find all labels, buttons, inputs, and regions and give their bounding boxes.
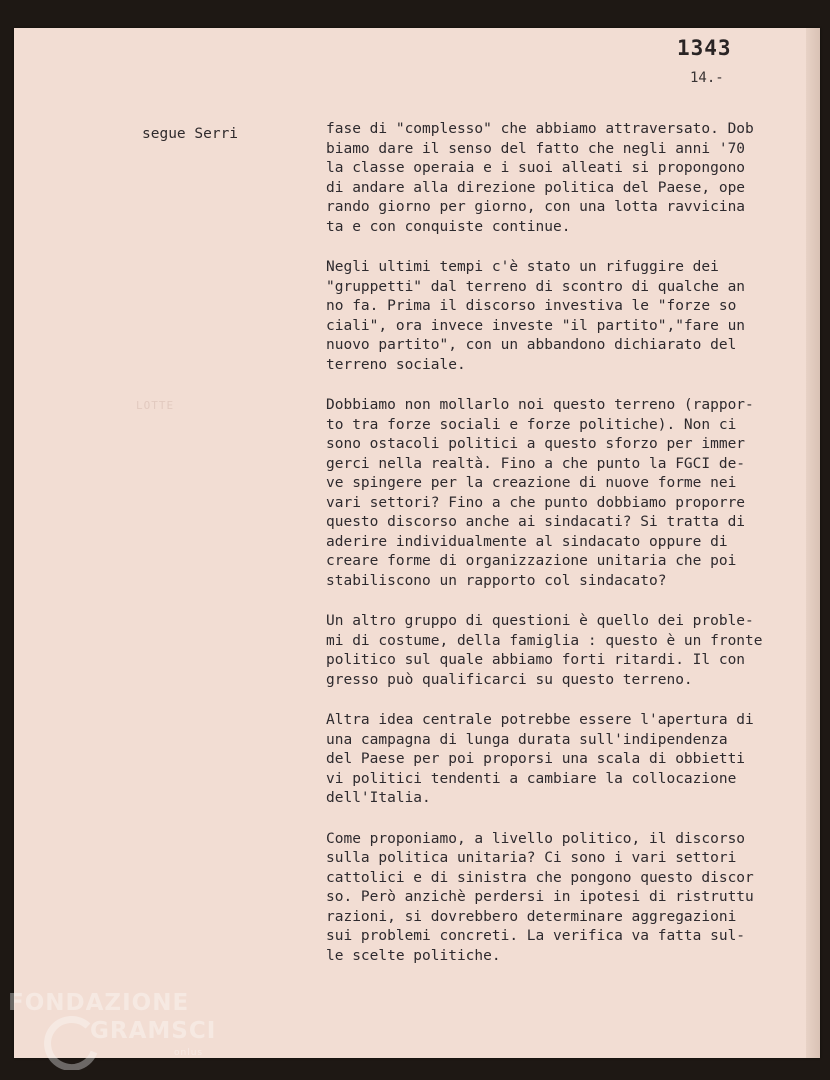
text-line: una campagna di lunga durata sull'indipendenza [326,731,728,748]
text-line: ciali", ora invece investe "il partito","fare un [326,317,746,334]
text-line: rando giorno per giorno, con una lotta ravvicina [326,199,746,215]
text-line: vari settori? Fino a che punto dobbiamo proporre [326,494,746,511]
text-line: to tra forze sociali e forze politiche). Non ci [326,416,737,433]
text-line: del Paese per poi proporsi una scala di obbietti [326,751,746,767]
text-line: Un altro gruppo di questioni è quello dei proble- [326,613,754,629]
watermark-line-2: GRAMSCI [90,1018,217,1044]
text-line: ta e con conquiste continue. [326,218,571,235]
speaker-label: segue Serri [142,126,239,142]
text-line: sulla politica unitaria? Ci sono i vari settori [326,850,737,866]
text-line: Negli ultimi tempi c'è stato un rifuggire dei [326,259,719,275]
text-line: le scelte politiche. [326,947,501,964]
text-line: razioni, si dovrebbero determinare aggregazioni [326,908,737,925]
typed-body-text [326,120,801,987]
watermark-suffix: onlus [174,1048,204,1058]
text-line: politico sul quale abbiamo forti ritardi. Il con [326,652,746,668]
text-line: fase di "complesso" che abbiamo attraversato. Dob [326,121,754,137]
text-line: mi di costume, della famiglia : questo è un fronte [326,632,763,649]
paper-edge [806,28,820,1058]
text-line: Dobbiamo non mollarlo noi questo terreno (rappor- [326,397,754,413]
page-number: 14.- [690,70,724,86]
text-line: la classe operaia e i suoi alleati si propongono [326,160,746,176]
text-line: cattolici e di sinistra che pongono questo discor [326,869,754,886]
text-line: gresso può qualificarci su questo terreno. [326,671,693,688]
paragraph-3 [326,396,801,591]
text-line: Altra idea centrale potrebbe essere l'apertura di [326,712,754,728]
paragraph-1 [326,120,801,237]
fondazione-gramsci-watermark [8,990,218,1070]
paragraph-6 [326,830,801,967]
paragraph-2 [326,258,801,375]
text-line: di andare alla direzione politica del Paese, ope [326,179,746,196]
text-line: ve spingere per la creazione di nuove forme nei [326,475,737,491]
text-line: Come proponiamo, a livello politico, il discorso [326,830,746,847]
text-line: biamo dare il senso del fatto che negli anni '70 [326,140,746,157]
text-line: nuovo partito", con un abbandono dichiarato del [326,337,737,353]
text-line: creare forme di organizzazione unitaria che poi [326,553,737,569]
text-line: dell'Italia. [326,790,431,806]
text-line: so. Però anzichè perdersi in ipotesi di ristruttu [326,889,754,905]
watermark-line-1: FONDAZIONE [8,990,190,1016]
paragraph-5 [326,711,801,809]
text-line: gerci nella realtà. Fino a che punto la FGCI de- [326,455,746,472]
text-line: vi politici tendenti a cambiare la collocazione [326,770,737,787]
text-line: "gruppetti" dal terreno di scontro di qualche an [326,278,746,295]
text-line: no fa. Prima il discorso investiva le "forze so [326,298,737,314]
text-line: sui problemi concreti. La verifica va fatta sul- [326,928,746,944]
faded-stamp: LOTTE [136,399,175,412]
text-line: sono ostacoli politici a questo sforzo per immer [326,436,746,452]
document-number: 1343 [677,36,732,60]
text-line: questo discorso anche ai sindacati? Si tratta di [326,514,746,530]
paragraph-4 [326,612,801,690]
text-line: stabiliscono un rapporto col sindacato? [326,572,667,589]
text-line: aderire individualmente al sindacato oppure di [326,533,728,550]
text-line: terreno sociale. [326,356,466,373]
